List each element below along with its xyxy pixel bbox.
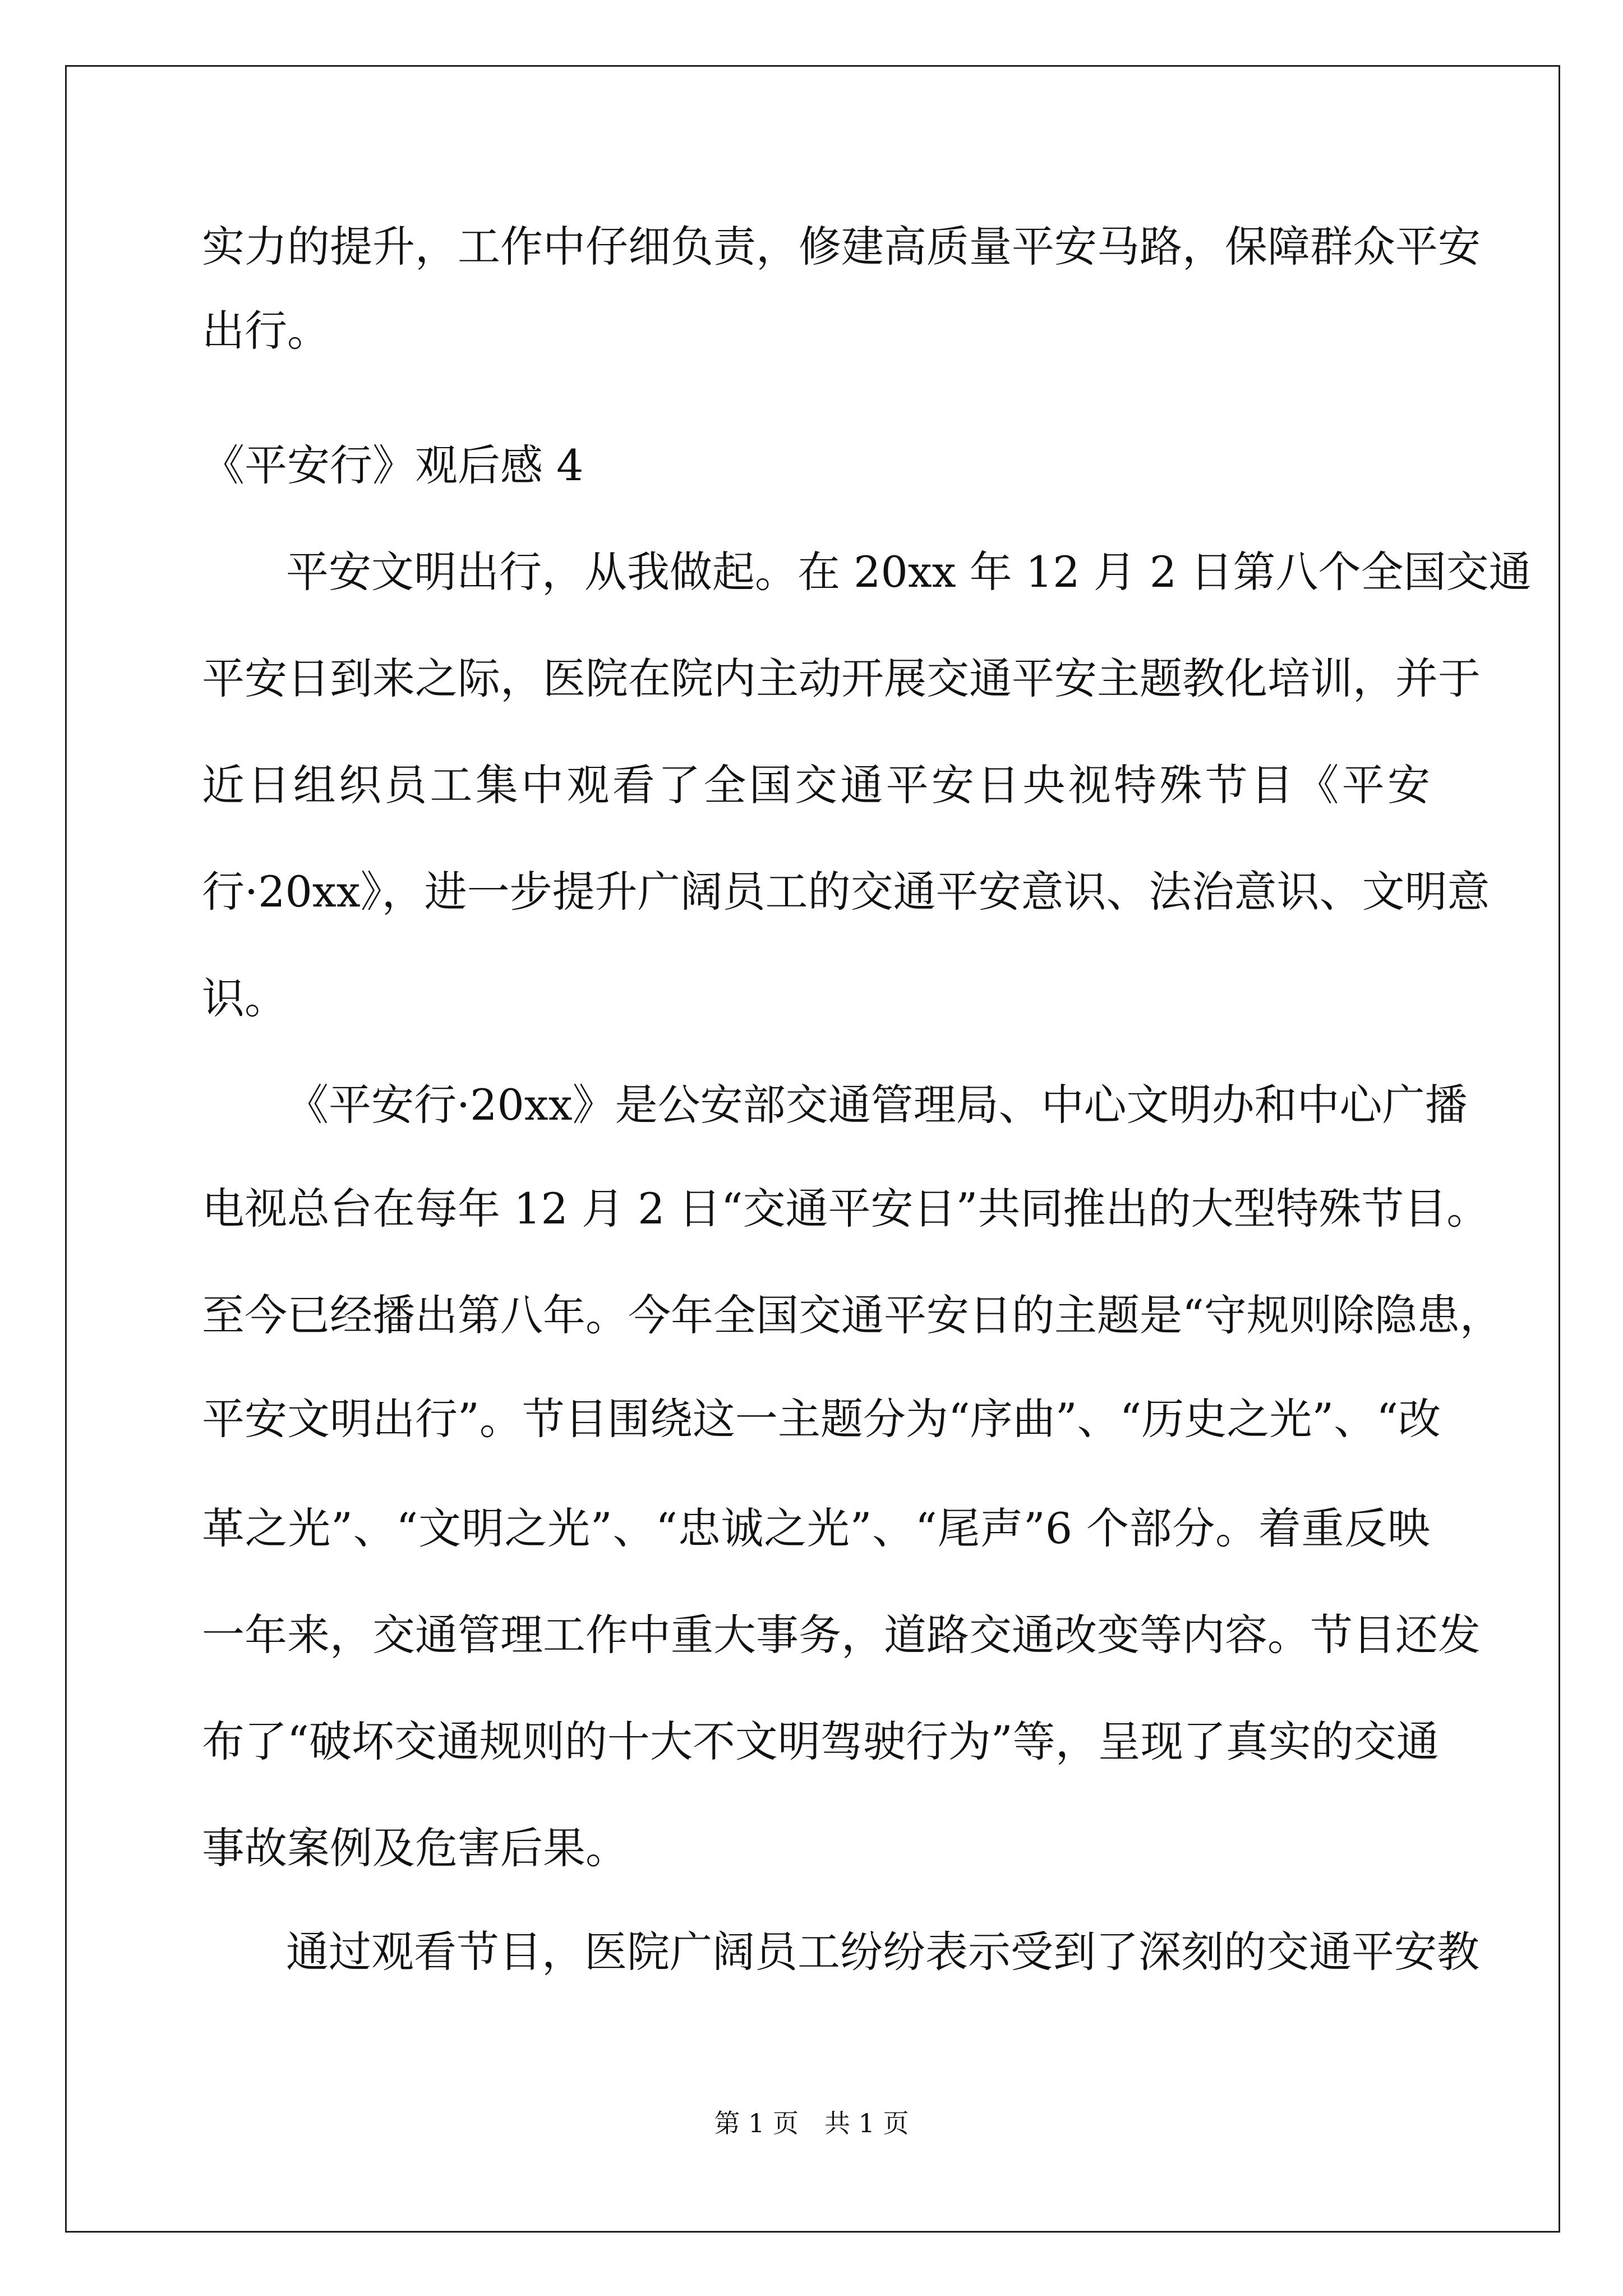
text-line: 通过观看节目，医院广阔员工纷纷表示受到了深刻的交通平安教 xyxy=(286,1927,1479,1977)
text-line: 平安文明出行”。节目围绕这一主题分为“序曲”、“历史之光”、“改 xyxy=(202,1394,1441,1444)
page-footer: 第 1 页 共 1 页 xyxy=(714,2108,909,2138)
text-line: 行·20xx》，进一步提升广阔员工的交通平安意识、法治意识、文明意 xyxy=(202,867,1490,917)
text-line: 实力的提升，工作中仔细负责，修建高质量平安马路，保障群众平安 xyxy=(202,222,1481,272)
page-border xyxy=(65,65,1560,2233)
text-line: 一年来，交通管理工作中重大事务，道路交通改变等内容。节目还发 xyxy=(202,1610,1481,1660)
text-line: 出行。 xyxy=(202,306,330,356)
text-line: 革之光”、“文明之光”、“忠诚之光”、“尾声”6 个部分。着重反映 xyxy=(202,1503,1430,1553)
text-line: 《平安行·20xx》是公安部交通管理局、中心文明办和中心广播 xyxy=(286,1080,1468,1130)
text-line: 布了“破坏交通规则的十大不文明驾驶行为”等，呈现了真实的交通 xyxy=(202,1717,1439,1766)
text-line: 电视总台在每年 12 月 2 日“交通平安日”共同推出的大型特殊节目。 xyxy=(202,1184,1490,1234)
text-line: 近日组织员工集中观看了全国交通平安日央视特殊节目《平安 xyxy=(202,760,1430,810)
text-line: 平安文明出行，从我做起。在 20xx 年 12 月 2 日第八个全国交通 xyxy=(286,547,1532,597)
text-line: 事故案例及危害后果。 xyxy=(202,1823,628,1873)
text-line: 平安日到来之际，医院在院内主动开展交通平安主题教化培训，并于 xyxy=(202,654,1481,703)
section-heading: 《平安行》观后感 4 xyxy=(202,440,584,490)
text-line: 至今已经播出第八年。今年全国交通平安日的主题是“守规则除隐患， xyxy=(202,1290,1502,1340)
text-line: 识。 xyxy=(202,973,287,1023)
